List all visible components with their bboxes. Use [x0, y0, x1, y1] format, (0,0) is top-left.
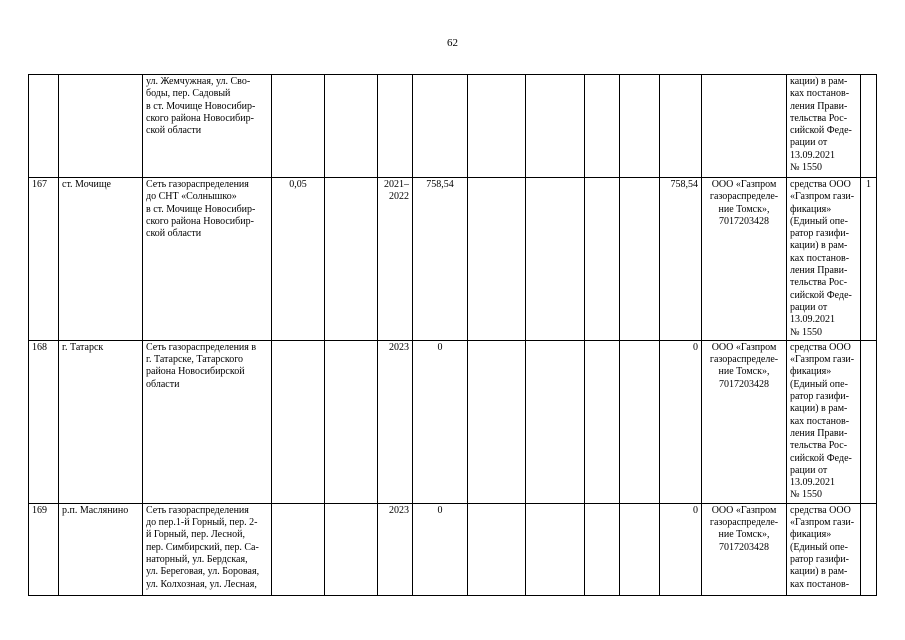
construction-years [378, 178, 413, 341]
empty-cell [468, 340, 526, 503]
object-description [143, 75, 272, 178]
row-number [29, 75, 59, 178]
organization-line: 7017203428 [719, 541, 769, 553]
table-row [29, 340, 877, 503]
funding-source [787, 503, 861, 595]
count-value: 1 [861, 178, 877, 341]
construction-years-line: 2021– [384, 179, 409, 190]
funding-source-line: ках постанов- [790, 415, 850, 427]
row-number: 169 [29, 503, 59, 595]
funding-source-line: сийской Феде- [790, 125, 852, 137]
empty-cell [620, 178, 660, 341]
funding-source-line: кации) в рам- [790, 76, 848, 87]
object-description-line: в ст. Мочище Новосибир- [146, 203, 256, 215]
gas-network-table [28, 74, 877, 596]
object-description [143, 503, 272, 595]
row-number: 168 [29, 340, 59, 503]
table-row [29, 503, 877, 595]
funding-source-line: сийской Феде- [790, 452, 852, 464]
network-length [272, 75, 325, 178]
empty-cell [325, 503, 378, 595]
empty-cell [620, 340, 660, 503]
object-description-line: боды, пер. Садовый [146, 88, 231, 100]
funding-source-line: «Газпром гази- [790, 354, 855, 366]
cost-value: 758,54 [413, 178, 468, 341]
empty-cell [585, 503, 620, 595]
funding-source-line: 13.09.2021 [790, 314, 835, 326]
network-length [272, 340, 325, 503]
funding-source-line: кации) в рам- [790, 403, 848, 415]
empty-cell [325, 178, 378, 341]
object-description-line: до СНТ «Солнышко» [146, 191, 237, 203]
empty-cell [585, 340, 620, 503]
funding-source-line: ратор газифи- [790, 391, 849, 403]
object-description-line: до пер.1-й Горный, пер. 2- [146, 517, 258, 529]
organization-line: 7017203428 [719, 378, 769, 390]
object-description [143, 340, 272, 503]
object-description-line: ул. Береговая, ул. Боровая, [146, 566, 260, 578]
settlement-name [59, 75, 143, 178]
object-description-line: г. Татарске, Татарского [146, 354, 244, 366]
table-row [29, 178, 877, 341]
funding-source-line: ления Прави- [790, 427, 848, 439]
organization-line: ние Томск», [718, 203, 770, 215]
object-description-line: Сеть газораспределения в [146, 341, 257, 353]
organization-line: газораспределе- [709, 191, 779, 203]
object-description-line: ул. Колхозная, ул. Лесная, [146, 578, 257, 590]
empty-cell [526, 340, 585, 503]
construction-years [378, 340, 413, 503]
organization-line: ние Томск», [718, 366, 770, 378]
funding-source-line: «Газпром гази- [790, 191, 855, 203]
construction-years [378, 503, 413, 595]
funding-source-line: ратор газифи- [790, 228, 849, 240]
organization-line: 7017203428 [719, 215, 769, 227]
empty-cell [468, 178, 526, 341]
funding-source-line: «Газпром гази- [790, 517, 855, 529]
funding-source-line: средства ООО [790, 504, 851, 516]
funding-source [787, 178, 861, 341]
construction-years-line: 2022 [389, 191, 409, 203]
funding-source-line: № 1550 [790, 326, 823, 338]
cost-value [413, 75, 468, 178]
organization [702, 340, 787, 503]
funding-source-line: № 1550 [790, 162, 823, 174]
empty-cell [526, 178, 585, 341]
object-description [143, 178, 272, 341]
table-row [29, 75, 877, 178]
organization [702, 503, 787, 595]
object-description-line: ского района Новосибир- [146, 215, 254, 227]
organization-line: ООО «Газпром [711, 504, 777, 516]
cost-value: 0 [413, 503, 468, 595]
cost-value-2: 758,54 [660, 178, 702, 341]
funding-source-line: рации от [790, 464, 828, 476]
object-description-line: Сеть газораспределения [146, 504, 249, 516]
empty-cell [526, 503, 585, 595]
funding-source [787, 75, 861, 178]
funding-source-line: 13.09.2021 [790, 477, 835, 489]
empty-cell [325, 75, 378, 178]
funding-source-line: сийской Феде- [790, 289, 852, 301]
empty-cell [526, 75, 585, 178]
object-description-line: ул. Жемчужная, ул. Сво- [146, 76, 251, 87]
object-description-line: Сеть газораспределения [146, 179, 249, 190]
funding-source-line: ления Прави- [790, 265, 848, 277]
empty-cell [620, 503, 660, 595]
funding-source-line: № 1550 [790, 489, 823, 501]
object-description-line: ского района Новосибир- [146, 112, 254, 124]
organization-line: ООО «Газпром [711, 179, 777, 190]
count-value [861, 503, 877, 595]
funding-source-line: рации от [790, 301, 828, 313]
funding-source-line: фикация» [790, 529, 832, 541]
row-number: 167 [29, 178, 59, 341]
network-length: 0,05 [272, 178, 325, 341]
empty-cell [620, 75, 660, 178]
organization [702, 178, 787, 341]
organization-line: газораспределе- [709, 354, 779, 366]
funding-source-line: (Единый опе- [790, 378, 848, 390]
funding-source-line: средства ООО [790, 179, 851, 190]
object-description-line: района Новосибирской [146, 366, 245, 378]
settlement-name: р.п. Маслянино [59, 503, 143, 595]
funding-source-line: ках постанов- [790, 578, 850, 590]
empty-cell [585, 178, 620, 341]
organization-line: ООО «Газпром [711, 341, 777, 353]
settlement-name: ст. Мочище [59, 178, 143, 341]
funding-source-line: средства ООО [790, 341, 851, 353]
count-value [861, 75, 877, 178]
funding-source-line: ратор газифи- [790, 553, 849, 565]
organization [702, 75, 787, 178]
object-description-line: ской области [146, 125, 202, 137]
funding-source-line: кации) в рам- [790, 566, 848, 578]
page-number: 62 [447, 37, 458, 49]
funding-source-line: фикация» [790, 203, 832, 215]
empty-cell [468, 503, 526, 595]
cost-value-2: 0 [660, 340, 702, 503]
object-description-line: области [146, 378, 180, 390]
empty-cell [585, 75, 620, 178]
organization-line: ние Томск», [718, 529, 770, 541]
funding-source-line: ках постанов- [790, 252, 850, 264]
funding-source-line: рации от [790, 137, 828, 149]
funding-source-line: тельства Рос- [790, 440, 848, 452]
funding-source-line: ках постанов- [790, 88, 850, 100]
cost-value-2 [660, 75, 702, 178]
funding-source-line: тельства Рос- [790, 277, 848, 289]
cost-value: 0 [413, 340, 468, 503]
empty-cell [325, 340, 378, 503]
empty-cell [468, 75, 526, 178]
funding-source-line: (Единый опе- [790, 215, 848, 227]
funding-source-line: (Единый опе- [790, 541, 848, 553]
funding-source-line: кации) в рам- [790, 240, 848, 252]
object-description-line: в ст. Мочище Новосибир- [146, 100, 256, 112]
settlement-name: г. Татарск [59, 340, 143, 503]
construction-years-line: 2023 [389, 341, 409, 353]
funding-source-line: тельства Рос- [790, 112, 848, 124]
funding-source [787, 340, 861, 503]
construction-years [378, 75, 413, 178]
funding-source-line: ления Прави- [790, 100, 848, 112]
network-length [272, 503, 325, 595]
construction-years-line: 2023 [389, 504, 409, 516]
funding-source-line: 13.09.2021 [790, 149, 835, 161]
object-description-line: й Горный, пер. Лесной, [146, 529, 246, 541]
object-description-line: наторный, ул. Бердская, [146, 553, 248, 565]
object-description-line: пер. Симбирский, пер. Са- [146, 541, 259, 553]
organization-line: газораспределе- [709, 517, 779, 529]
cost-value-2: 0 [660, 503, 702, 595]
object-description-line: ской области [146, 228, 202, 240]
funding-source-line: фикация» [790, 366, 832, 378]
count-value [861, 340, 877, 503]
